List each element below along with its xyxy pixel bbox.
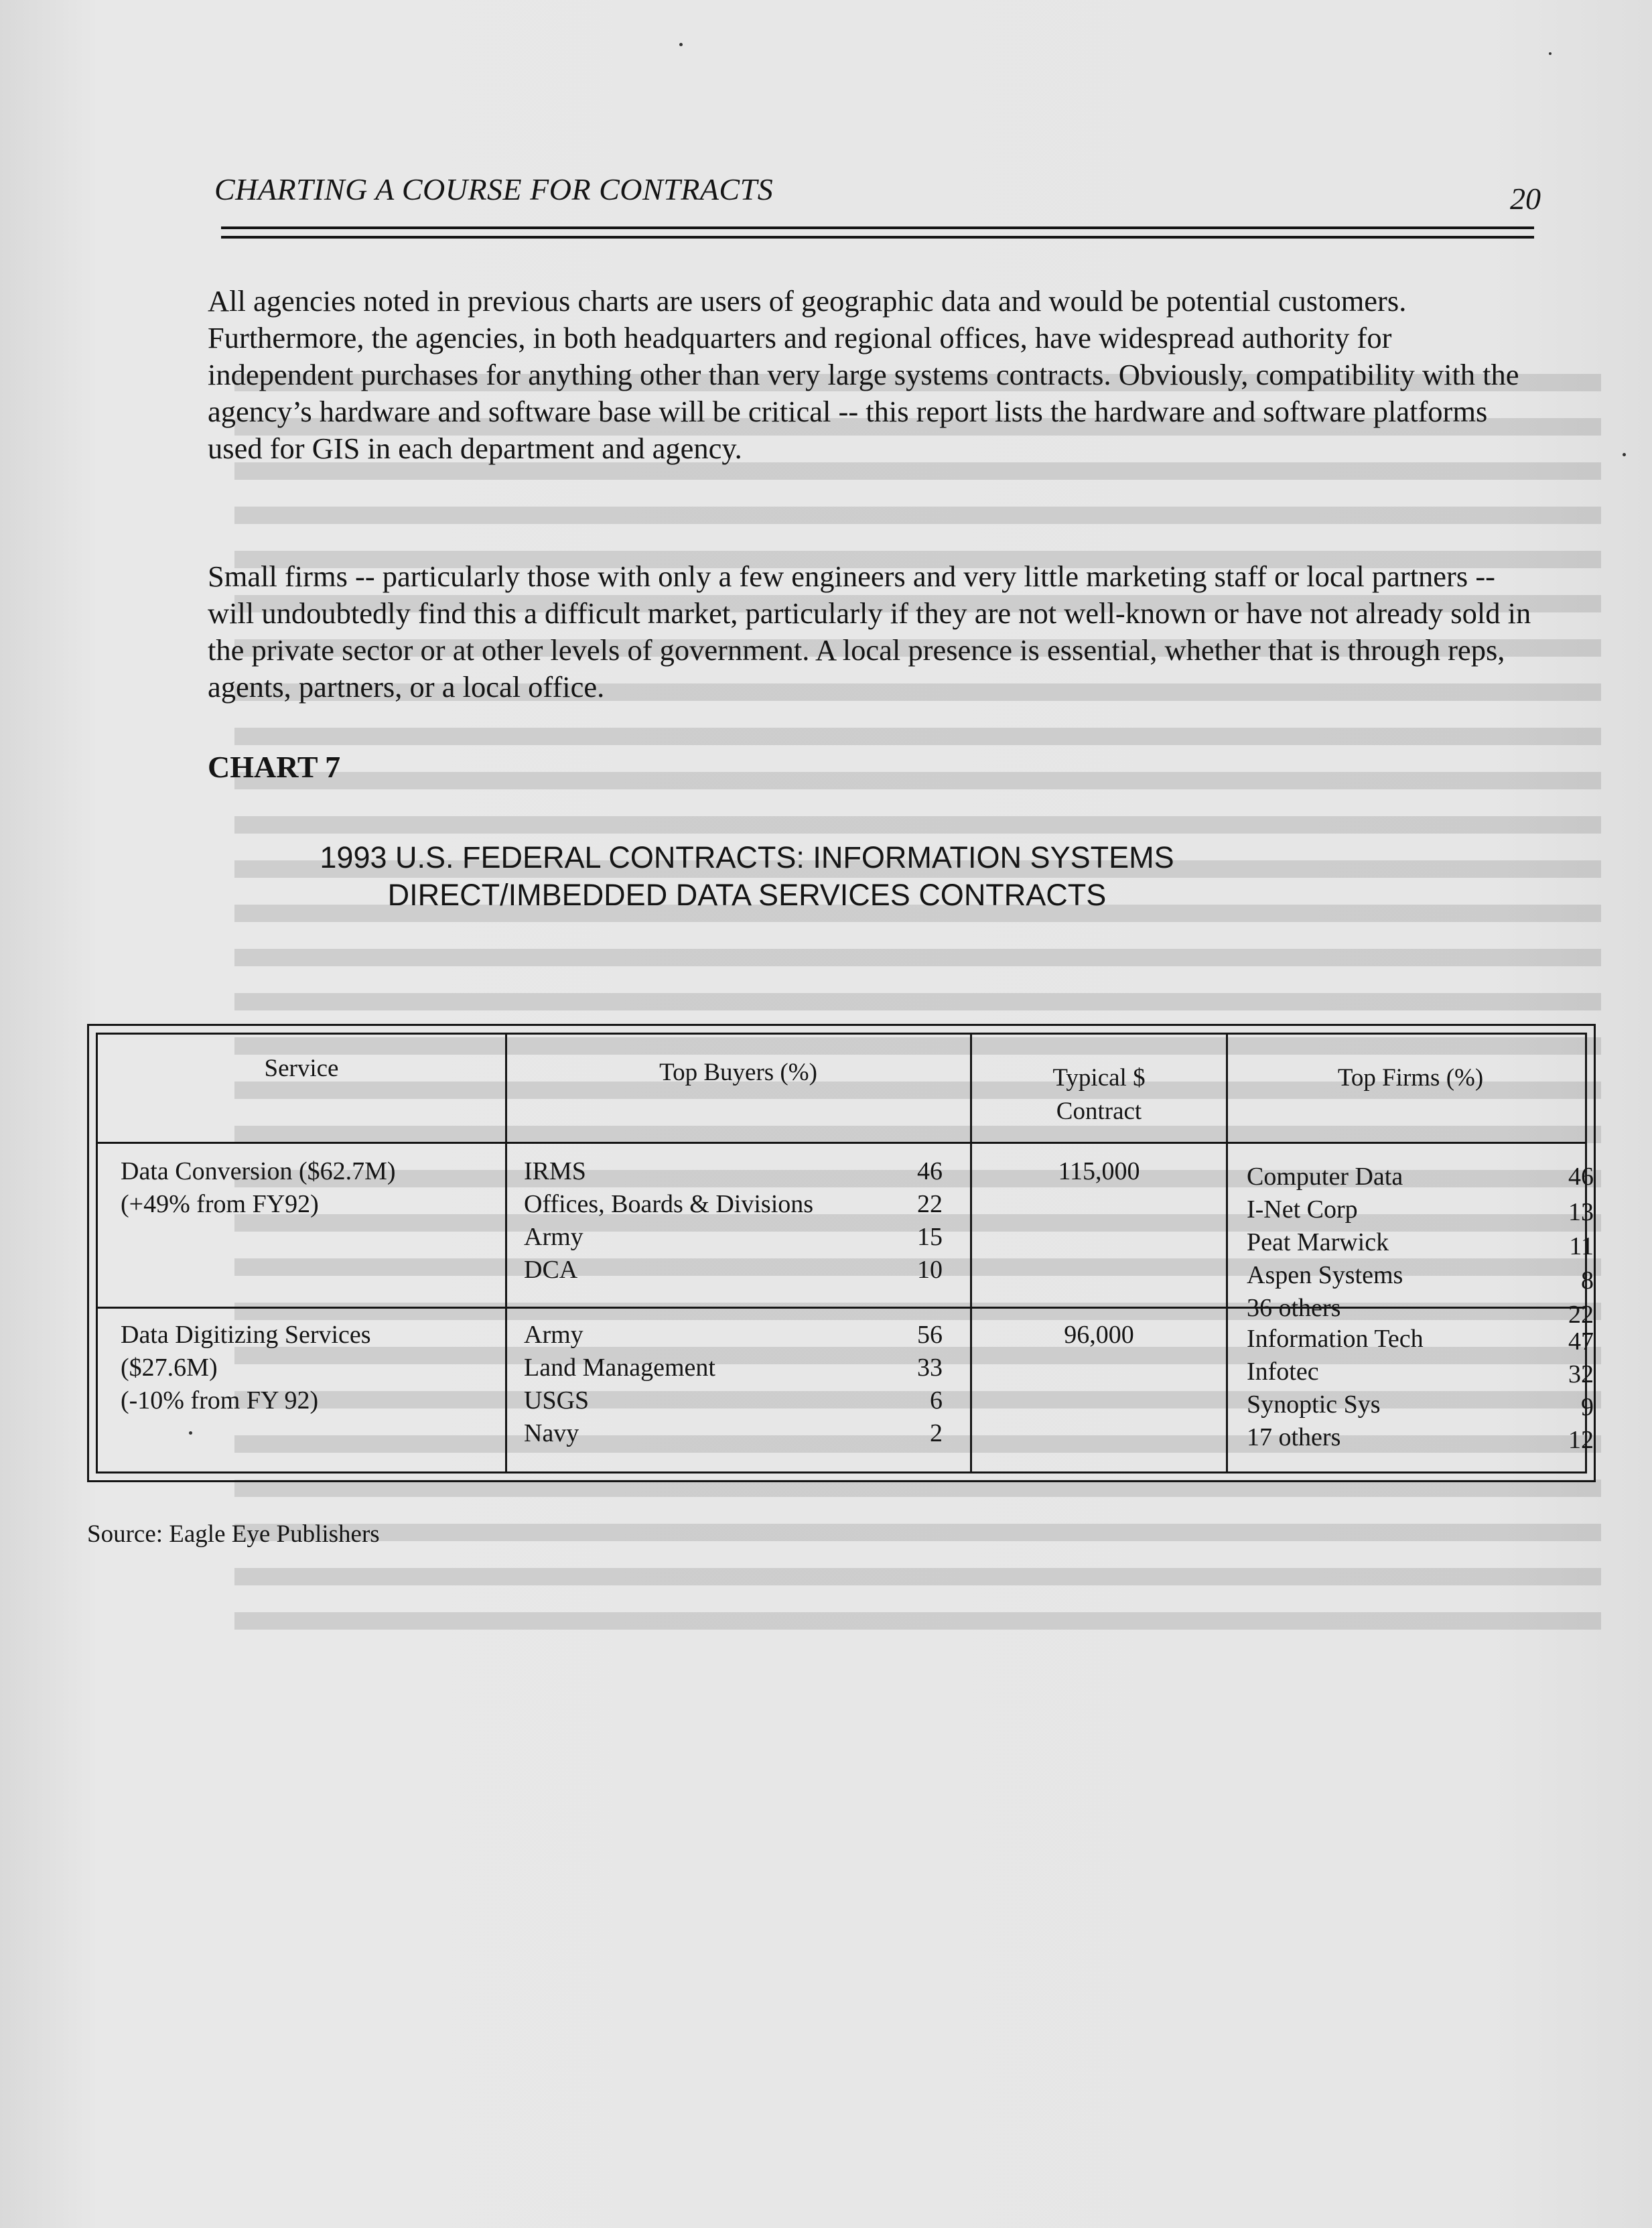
firm-row	[1247, 1226, 1608, 1259]
buyer-pct: 6	[930, 1386, 943, 1415]
buyer-pct: 10	[917, 1256, 943, 1284]
buyer-row	[524, 1221, 943, 1254]
firm-pct: 8	[1581, 1266, 1594, 1295]
firm-row	[1247, 1421, 1608, 1454]
buyer-row	[524, 1352, 943, 1384]
service-change: (+49% from FY92)	[121, 1190, 319, 1218]
service-change: (-10% from FY 92)	[121, 1386, 319, 1415]
service-cell	[121, 1319, 371, 1417]
body-paragraph: Small firms -- particularly those with only a few engineers and very little marketing staff or local partners -- will undoubtedly find this a difficult market, particularly if they are not well-known or have not already sold in the private sector or at other levels of government. A local presence is essential, whether that is through reps, agents, partners, or a local office.	[208, 560, 1531, 704]
contracts-table-inner	[96, 1033, 1594, 1473]
firms-cell	[1247, 1161, 1608, 1329]
buyer-name: Offices, Boards & Divisions	[524, 1190, 814, 1218]
firm-name: 17 others	[1247, 1423, 1341, 1451]
scan-speck	[1623, 453, 1626, 456]
buyer-name: Army	[524, 1223, 583, 1251]
buyer-pct: 56	[917, 1321, 943, 1349]
buyer-row	[524, 1254, 943, 1287]
buyers-cell	[524, 1155, 943, 1287]
buyer-name: IRMS	[524, 1157, 586, 1185]
chart-title-line: DIRECT/IMBEDDED DATA SERVICES CONTRACTS	[387, 878, 1107, 912]
firm-name: Information Tech	[1247, 1325, 1424, 1353]
header-typical-contract-line: Typical $	[1052, 1064, 1146, 1092]
firm-name: Aspen Systems	[1247, 1261, 1403, 1289]
firm-row	[1247, 1193, 1608, 1226]
buyer-row	[524, 1188, 943, 1221]
row-divider	[98, 1142, 1585, 1144]
firm-name: Infotec	[1247, 1358, 1319, 1386]
buyer-name: DCA	[524, 1256, 578, 1284]
header-top-firms: Top Firms (%)	[1337, 1064, 1484, 1092]
header-service: Service	[264, 1055, 339, 1082]
firm-name: 36 others	[1247, 1294, 1341, 1322]
buyer-name: Land Management	[524, 1354, 715, 1382]
header-rule-bottom	[221, 236, 1534, 239]
buyer-pct: 22	[917, 1190, 943, 1218]
firm-pct: 9	[1581, 1393, 1594, 1421]
service-name: Data Digitizing Services	[121, 1321, 371, 1349]
source-note: Source: Eagle Eye Publishers	[87, 1520, 380, 1548]
firm-pct: 46	[1568, 1163, 1594, 1191]
firm-row	[1247, 1259, 1608, 1295]
firm-row	[1247, 1292, 1608, 1329]
header-typical-contract	[972, 1061, 1226, 1128]
buyer-name: Navy	[524, 1419, 579, 1447]
buyer-name: USGS	[524, 1386, 590, 1415]
service-name: Data Conversion ($62.7M)	[121, 1157, 396, 1185]
firm-row	[1247, 1161, 1608, 1193]
scan-speck	[679, 43, 683, 46]
firm-name: Synoptic Sys	[1247, 1390, 1381, 1419]
firm-row	[1247, 1356, 1608, 1388]
firm-name: Peat Marwick	[1247, 1228, 1389, 1256]
firm-row	[1247, 1323, 1608, 1356]
running-header	[214, 168, 1547, 221]
page-number: 20	[1510, 182, 1541, 216]
firm-row	[1247, 1388, 1608, 1421]
chart-label: CHART 7	[208, 750, 341, 784]
buyers-cell	[524, 1319, 943, 1450]
scan-speck	[1549, 52, 1552, 55]
chart-title	[0, 839, 1494, 914]
firm-pct: 22	[1568, 1301, 1594, 1329]
header-top-buyers: Top Buyers (%)	[659, 1059, 817, 1086]
scan-speck	[189, 1431, 192, 1435]
column-divider	[1226, 1035, 1228, 1471]
chart-title-line: 1993 U.S. FEDERAL CONTRACTS: INFORMATION SYSTEMS	[320, 840, 1174, 874]
firms-cell	[1247, 1323, 1608, 1454]
header-typical-contract-line: Contract	[1056, 1098, 1142, 1125]
buyer-name: Army	[524, 1321, 583, 1349]
header-title: CHARTING A COURSE FOR CONTRACTS	[214, 172, 774, 206]
header-rule-top	[221, 226, 1534, 229]
typical-contract-value: 96,000	[1064, 1321, 1134, 1349]
firm-pct: 32	[1568, 1360, 1594, 1388]
buyer-pct: 15	[917, 1223, 943, 1251]
firm-name: Computer Data	[1247, 1163, 1403, 1191]
firm-pct: 12	[1568, 1426, 1594, 1454]
service-cell	[121, 1155, 396, 1221]
buyer-row	[524, 1417, 943, 1450]
buyer-pct: 2	[930, 1419, 943, 1447]
buyer-pct: 46	[917, 1157, 943, 1185]
firm-name: I-Net Corp	[1247, 1195, 1358, 1224]
buyer-row	[524, 1319, 943, 1352]
service-amount: ($27.6M)	[121, 1354, 218, 1382]
typical-contract-value: 115,000	[1058, 1157, 1140, 1185]
buyer-row	[524, 1384, 943, 1417]
firm-pct: 47	[1568, 1327, 1594, 1356]
buyer-row	[524, 1155, 943, 1188]
body-paragraph: All agencies noted in previous charts are users of geographic data and would be potential customers. Furthermore, the agencies, in both headquarters and regional offices, have widespread authority for independent purchases for anything other than very large systems contracts. Obviously, compatibility with the agency’s hardware and software base will be critical -- this report lists the hardware and software platforms used for GIS in each department and agency.	[208, 284, 1519, 465]
buyer-pct: 33	[917, 1354, 943, 1382]
firm-pct: 11	[1569, 1232, 1594, 1260]
column-divider	[505, 1035, 507, 1471]
contracts-table	[87, 1024, 1596, 1482]
firm-pct: 13	[1568, 1198, 1594, 1226]
